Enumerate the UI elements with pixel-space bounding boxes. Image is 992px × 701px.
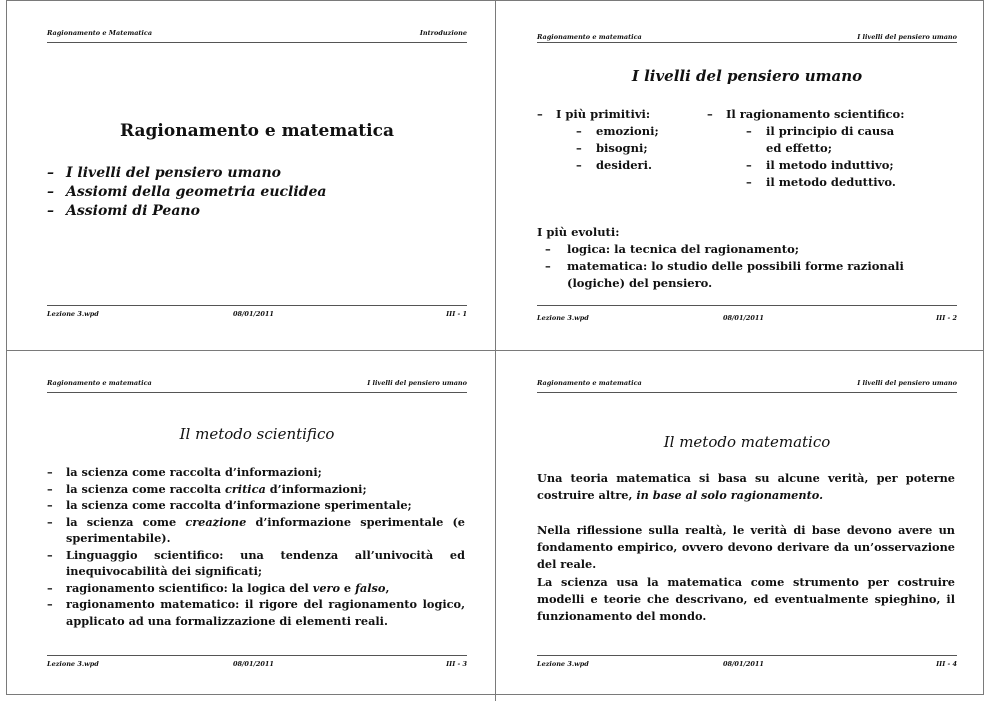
list-item: – desideri.	[576, 157, 659, 174]
item-text: ,	[385, 580, 390, 595]
slide-title: Il metodo scientifico	[179, 425, 335, 443]
list-item: – la scienza come raccolta d’informazioni;	[47, 464, 465, 481]
paragraph: Nella riflessione sulla realtà, le verità di base devono avere un fondamento empirico, ovvero devono derivare da un’osservazione del reale.	[537, 523, 955, 571]
slide-title: I livelli del pensiero umano	[631, 67, 863, 85]
list-item: – la scienza come raccolta d’informazione sperimentale;	[47, 497, 465, 514]
item-text: la scienza come raccolta	[66, 481, 225, 496]
primitive-list	[537, 106, 659, 174]
list-item: – il metodo deduttivo.	[746, 174, 896, 191]
footer-file: Lezione 3.wpd	[537, 660, 589, 668]
paragraph-emphasis: in base al solo ragionamento.	[636, 488, 824, 502]
slide-2	[537, 28, 957, 328]
item-text: la scienza come	[66, 514, 186, 529]
list-item	[707, 106, 904, 191]
method-list	[47, 464, 465, 629]
item-emphasis: falso	[355, 580, 386, 595]
footer-file: Lezione 3.wpd	[47, 310, 99, 318]
primitive-head: I più primitivi:	[556, 107, 651, 121]
header-course: Ragionamento e matematica	[537, 379, 642, 387]
header-section: I livelli del pensiero umano	[857, 379, 957, 387]
footer-page: III - 2	[936, 314, 957, 322]
slide-title: Il metodo matematico	[663, 433, 831, 451]
footer-page: III - 4	[936, 660, 957, 668]
footer-date: 08/01/2011	[723, 660, 764, 668]
list-item: – Assiomi della geometria euclidea	[47, 183, 326, 202]
footer-date: 08/01/2011	[233, 660, 274, 668]
slide-footer	[47, 305, 467, 320]
slide-1	[47, 28, 467, 328]
footer-page: III - 1	[446, 310, 467, 318]
footer-file: Lezione 3.wpd	[47, 660, 99, 668]
item-text: d’informazioni;	[265, 481, 367, 496]
paragraph: La scienza usa la matematica come strumento per costruire modelli e teorie che descrivano, ed eventualmente spieghino, il funzionamento del mondo.	[537, 575, 955, 623]
item-emphasis: creazione	[185, 514, 247, 529]
paragraph-text: Una teoria matematica si basa su alcune verità, per poterne costruire altre,	[537, 471, 955, 502]
horizontal-divider	[6, 350, 984, 351]
header-course: Ragionamento e matematica	[47, 379, 152, 387]
list-item: – Assiomi di Peano	[47, 202, 326, 221]
slide-header	[47, 378, 467, 393]
footer-file: Lezione 3.wpd	[537, 314, 589, 322]
item-emphasis: vero	[312, 580, 340, 595]
slide-4	[537, 378, 957, 678]
evolved-section	[537, 224, 957, 292]
slide-footer	[47, 655, 467, 670]
list-item	[47, 481, 465, 498]
item-text: ragionamento scientifico: la logica del	[66, 580, 313, 595]
footer-page: III - 3	[446, 660, 467, 668]
scientific-list	[707, 106, 904, 191]
slide-footer	[537, 305, 957, 320]
scientific-head: Il ragionamento scientifico:	[726, 107, 905, 121]
list-item: – logica: la tecnica del ragionamento;	[545, 241, 957, 258]
list-item	[47, 580, 465, 597]
list-item: – ragionamento matematico: il rigore del ragionamento logico, applicato ad una formalizzazione di elementi reali.	[47, 596, 465, 629]
list-item: – I livelli del pensiero umano	[47, 164, 326, 183]
topic-list	[47, 164, 326, 221]
item-text: d’informazione sperimentale (e sperimentabile).	[66, 514, 465, 545]
sub-list	[556, 123, 659, 174]
slide-title: Ragionamento e matematica	[120, 121, 394, 141]
slide-header	[537, 28, 957, 43]
list-item: – il metodo induttivo;	[746, 157, 896, 174]
item-text: e	[340, 580, 356, 595]
list-item: – il principio di causa ed effetto;	[746, 123, 896, 157]
list-item: – emozioni;	[576, 123, 659, 140]
slide-header	[537, 378, 957, 393]
header-section: I livelli del pensiero umano	[367, 379, 467, 387]
footer-date: 08/01/2011	[723, 314, 764, 322]
sub-list	[726, 123, 896, 191]
evolved-list	[537, 241, 957, 292]
slide-header	[47, 28, 467, 43]
evolved-head: I più evoluti:	[537, 225, 620, 239]
list-item	[47, 514, 465, 547]
slide-3	[47, 378, 467, 678]
header-course: Ragionamento e matematica	[537, 33, 642, 41]
header-section: Introduzione	[419, 29, 467, 37]
header-section: I livelli del pensiero umano	[857, 33, 957, 41]
list-item	[537, 106, 659, 174]
footer-date: 08/01/2011	[233, 310, 274, 318]
header-course: Ragionamento e Matematica	[47, 29, 153, 37]
list-item: – Linguaggio scientifico: una tendenza all’univocità ed inequivocabilità dei significati;	[47, 547, 465, 580]
list-item: – bisogni;	[576, 140, 659, 157]
list-item: – matematica: lo studio delle possibili forme razionali (logiche) del pensiero.	[545, 258, 957, 292]
item-emphasis: critica	[224, 481, 266, 496]
slide-footer	[537, 655, 957, 670]
paragraph	[537, 470, 955, 504]
